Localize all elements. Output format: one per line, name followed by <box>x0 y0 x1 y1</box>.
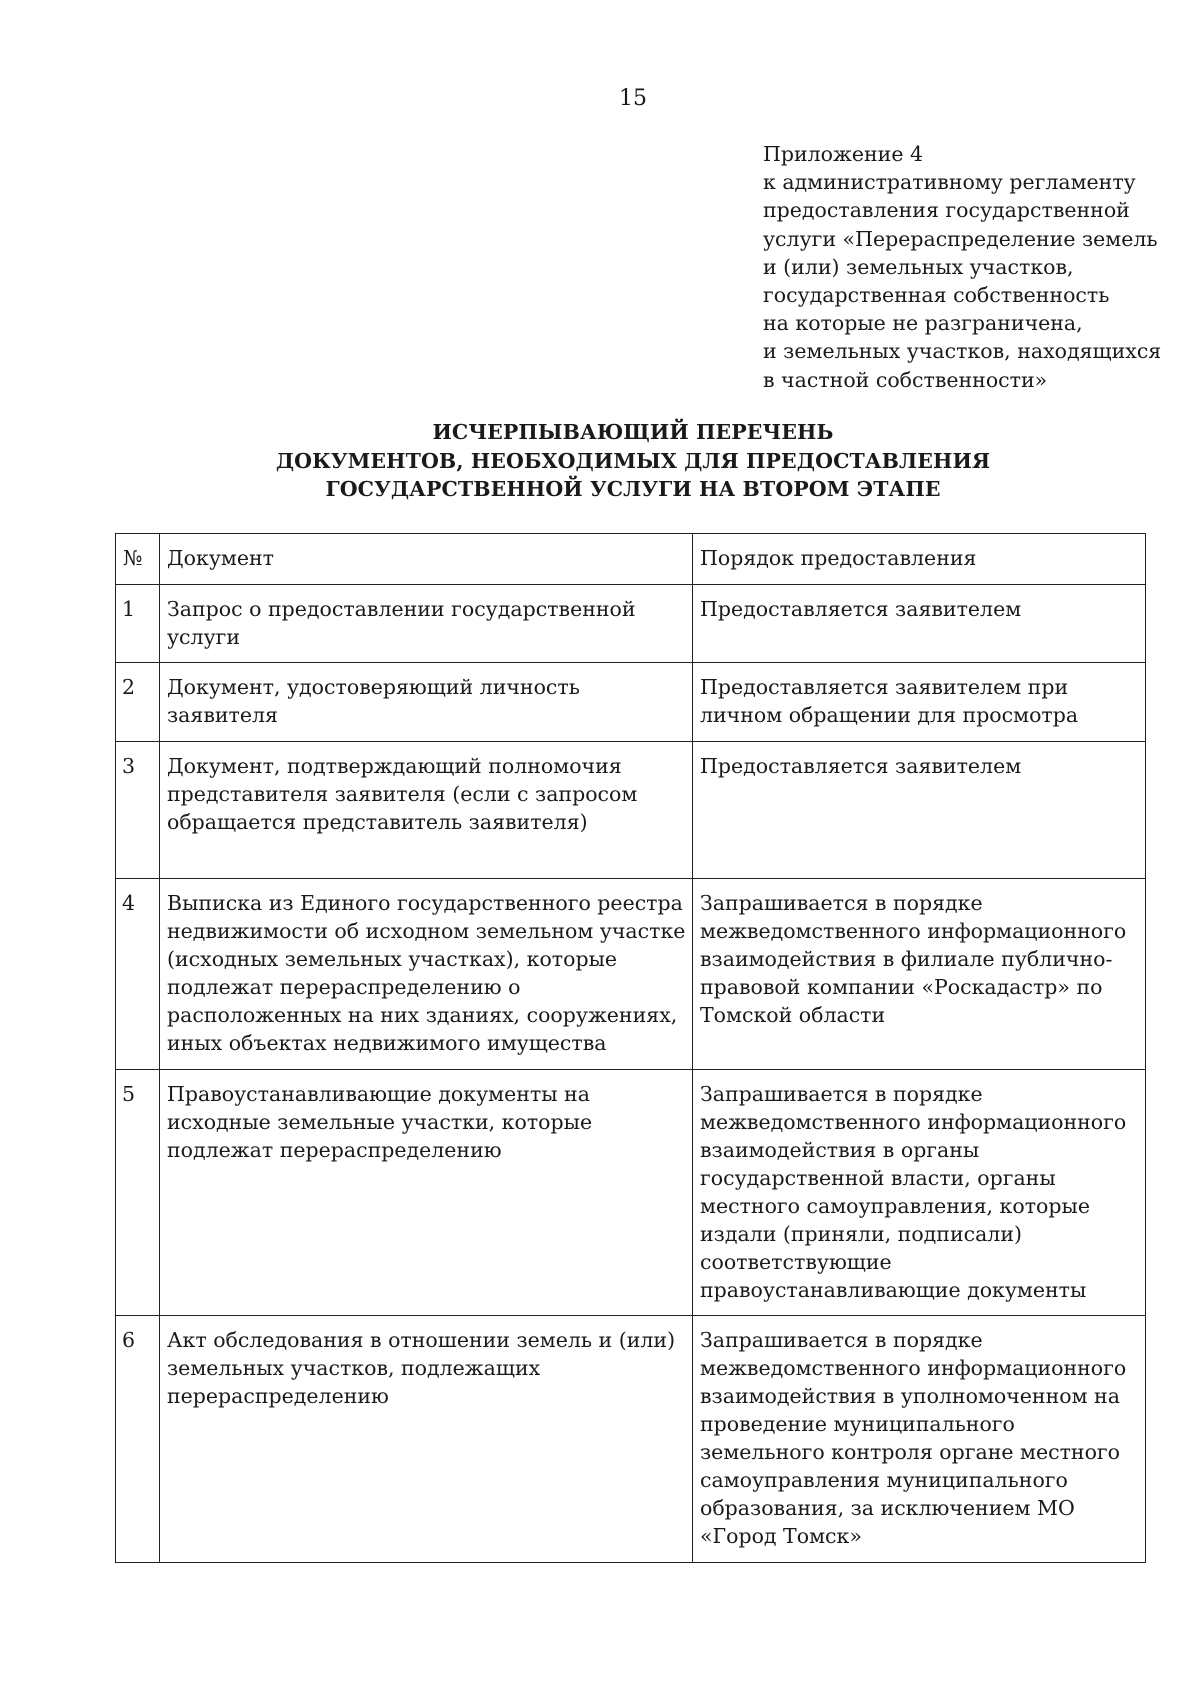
row-number: 1 <box>116 585 160 663</box>
row-order: Запрашивается в порядке межведомственного информационного взаимодействия в органы государственной власти, органы местного самоуправления, которые издали (приняли, подписали) соответствующие правоустанавливающие документы <box>693 1070 1146 1316</box>
title-line: ГОСУДАРСТВЕННОЙ УСЛУГИ НА ВТОРОМ ЭТАПЕ <box>325 477 941 501</box>
row-order: Предоставляется заявителем при личном обращении для просмотра <box>693 663 1146 742</box>
row-number: 5 <box>116 1070 160 1316</box>
table-row <box>116 1316 1146 1563</box>
appendix-line: предоставления государственной <box>763 198 1130 223</box>
row-document: Запрос о предоставлении государственной услуги <box>160 585 693 663</box>
row-number: 3 <box>116 742 160 879</box>
appendix-line: в частной собственности» <box>763 367 1048 392</box>
appendix-line: и земельных участков, находящихся <box>763 339 1162 364</box>
appendix-note <box>763 140 1161 394</box>
row-document: Правоустанавливающие документы на исходные земельные участки, которые подлежат перераспределению <box>160 1070 693 1316</box>
appendix-line: к административному регламенту <box>763 170 1136 195</box>
appendix-line: и (или) земельных участков, <box>763 254 1074 279</box>
row-number: 4 <box>116 879 160 1070</box>
row-order: Запрашивается в порядке межведомственного информационного взаимодействия в уполномоченном на проведение муниципального земельного контроля органе местного самоуправления муниципального образования, за исключением МО «Город Томск» <box>693 1316 1146 1563</box>
appendix-line: на которые не разграничена, <box>763 311 1083 336</box>
row-document: Документ, подтверждающий полномочия представителя заявителя (если с запросом обращается представитель заявителя) <box>160 742 693 879</box>
appendix-line: услуги «Перераспределение земель <box>763 226 1158 251</box>
table-row <box>116 1070 1146 1316</box>
row-document: Документ, удостоверяющий личность заявителя <box>160 663 693 742</box>
row-number: 2 <box>116 663 160 742</box>
page-number: 15 <box>619 86 647 111</box>
table-header-row <box>116 534 1146 585</box>
row-number: 6 <box>116 1316 160 1563</box>
title-line: ИСЧЕРПЫВАЮЩИЙ ПЕРЕЧЕНЬ <box>432 420 834 444</box>
appendix-line: Приложение 4 <box>763 142 924 166</box>
table-row <box>116 742 1146 879</box>
row-document: Акт обследования в отношении земель и (или) земельных участков, подлежащих перераспределению <box>160 1316 693 1563</box>
appendix-line: государственная собственность <box>763 282 1110 307</box>
row-document: Выписка из Единого государственного реестра недвижимости об исходном земельном участке (исходных земельных участках), которые подлежат перераспределению о расположенных на них зданиях, сооружениях, иных объектах недвижимого имущества <box>160 879 693 1070</box>
row-order: Предоставляется заявителем <box>693 585 1146 663</box>
table-row <box>116 663 1146 742</box>
header-number: № <box>116 534 160 585</box>
table-row <box>116 585 1146 663</box>
row-order: Предоставляется заявителем <box>693 742 1146 879</box>
header-order: Порядок предоставления <box>693 534 1146 585</box>
document-title <box>0 418 1200 504</box>
table-row <box>116 879 1146 1070</box>
documents-table <box>115 533 1146 1563</box>
header-document: Документ <box>160 534 693 585</box>
row-order: Запрашивается в порядке межведомственного информационного взаимодействия в филиале публично-правовой компании «Роскадастр» по Томской области <box>693 879 1146 1070</box>
title-line: ДОКУМЕНТОВ, НЕОБХОДИМЫХ ДЛЯ ПРЕДОСТАВЛЕНИЯ <box>275 448 991 473</box>
